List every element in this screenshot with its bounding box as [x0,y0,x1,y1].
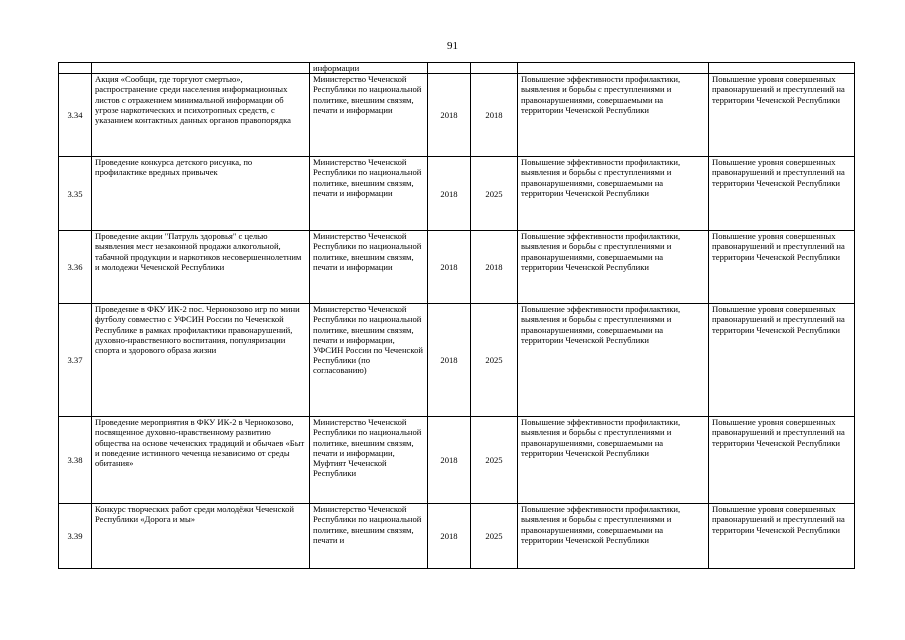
cell-end [471,63,518,74]
cell-end: 2025 [471,304,518,417]
cell-num: 3.37 [59,304,92,417]
cell-result: Повышение эффективности профилактики, выявления и борьбы с преступлениями и правонарушениями, совершаемыми на территории Чеченской Республики [518,304,709,417]
cell-num: 3.35 [59,157,92,231]
table-row [59,157,855,231]
cell-activity: Проведение в ФКУ ИК-2 пос. Чернокозово игр по мини футболу совместно с УФСИН России по Чеченской Республике в рамках профилактики правонарушений, духовно-нравственного воспитания, популяризации спорта и здорового образа жизни [92,304,310,417]
cell-performer: Министерство Чеченской Республики по национальной политике, внешним связям, печати и информации [310,157,428,231]
cell-activity: Акция «Сообщи, где торгуют смертью», распространение среди населения информационных листов с отражением минимальной информации об угрозе наркотических и психотропных средств, с указанием контактных данных органов правопорядка [92,74,310,157]
cell-end: 2025 [471,157,518,231]
cell-outcome: Повышение уровня совершенных правонарушений и преступлений на территории Чеченской Республики [709,231,855,304]
cell-start: 2018 [428,74,471,157]
cell-start: 2018 [428,417,471,504]
cell-end: 2018 [471,74,518,157]
cell-outcome: Повышение уровня совершенных правонарушений и преступлений на территории Чеченской Республики [709,74,855,157]
cell-num: 3.34 [59,74,92,157]
table-row [59,304,855,417]
cell-activity: Проведение конкурса детского рисунка, по профилактике вредных привычек [92,157,310,231]
table-row [59,74,855,157]
cell-end: 2018 [471,231,518,304]
cell-performer: информации [310,63,428,74]
cell-num: 3.38 [59,417,92,504]
cell-start: 2018 [428,157,471,231]
table-row [59,417,855,504]
continuation-row [59,63,855,74]
table-row [59,504,855,569]
page-number: 91 [447,40,458,52]
cell-performer: Министерство Чеченской Республики по национальной политике, внешним связям, печати и информации, УФСИН России по Чеченской Республики (по согласованию) [310,304,428,417]
cell-activity [92,63,310,74]
cell-outcome: Повышение уровня совершенных правонарушений и преступлений на территории Чеченской Республики [709,504,855,569]
cell-activity: Конкурс творческих работ среди молодёжи Чеченской Республики «Дорога и мы» [92,504,310,569]
cell-start [428,63,471,74]
cell-outcome [709,63,855,74]
cell-performer: Министерство Чеченской Республики по национальной политике, внешним связям, печати и [310,504,428,569]
cell-num: 3.36 [59,231,92,304]
cell-start: 2018 [428,231,471,304]
cell-activity: Проведение мероприятия в ФКУ ИК-2 в Чернокозово, посвященное духовно-нравственному развитию общества на основе чеченских традиций и обычаев «Быт и поведение истинного чеченца независимо от среды обитания» [92,417,310,504]
cell-end: 2025 [471,504,518,569]
cell-end: 2025 [471,417,518,504]
cell-performer: Министерство Чеченской Республики по национальной политике, внешним связям, печати и информации [310,231,428,304]
cell-result: Повышение эффективности профилактики, выявления и борьбы с преступлениями и правонарушениями, совершаемыми на территории Чеченской Республики [518,157,709,231]
cell-start: 2018 [428,304,471,417]
cell-performer: Министерство Чеченской Республики по национальной политике, внешним связям, печати и информации, Муфтият Чеченской Республики [310,417,428,504]
cell-result: Повышение эффективности профилактики, выявления и борьбы с преступлениями и правонарушениями, совершаемыми на территории Чеченской Республики [518,504,709,569]
cell-start: 2018 [428,504,471,569]
table-row [59,231,855,304]
cell-performer: Министерство Чеченской Республики по национальной политике, внешним связям, печати и информации [310,74,428,157]
cell-result [518,63,709,74]
cell-activity: Проведение акции "Патруль здоровья" с целью выявления мест незаконной продажи алкогольной, табачной продукции и наркотиков несовершеннолетним и молодежи Чеченской Республики [92,231,310,304]
cell-result: Повышение эффективности профилактики, выявления и борьбы с преступлениями и правонарушениями, совершаемыми на территории Чеченской Республики [518,74,709,157]
cell-outcome: Повышение уровня совершенных правонарушений и преступлений на территории Чеченской Республики [709,417,855,504]
cell-result: Повышение эффективности профилактики, выявления и борьбы с преступлениями и правонарушениями, совершаемыми на территории Чеченской Республики [518,417,709,504]
cell-outcome: Повышение уровня совершенных правонарушений и преступлений на территории Чеченской Республики [709,157,855,231]
cell-result: Повышение эффективности профилактики, выявления и борьбы с преступлениями и правонарушениями, совершаемыми на территории Чеченской Республики [518,231,709,304]
cell-num [59,63,92,74]
activities-table [58,62,855,569]
cell-num: 3.39 [59,504,92,569]
cell-outcome: Повышение уровня совершенных правонарушений и преступлений на территории Чеченской Республики [709,304,855,417]
